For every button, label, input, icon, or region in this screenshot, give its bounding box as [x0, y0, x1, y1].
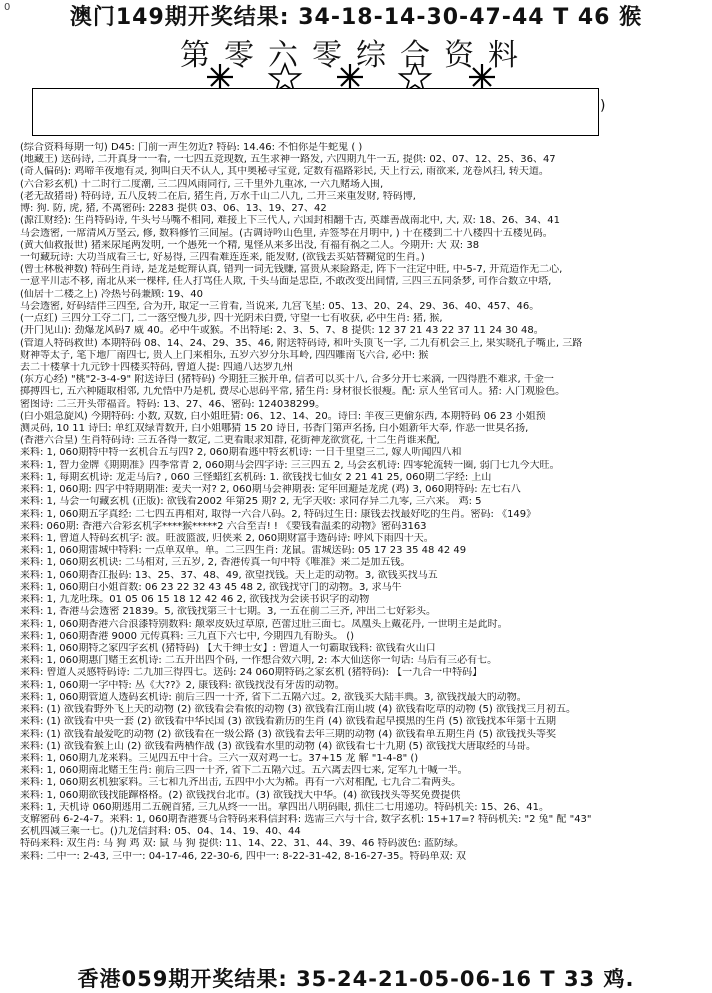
star-outline-icon — [400, 64, 430, 91]
text-line: 来料: 1, 九龙吐珠。01 05 06 15 18 12 42 46 2, 欲钱找为会读书识字的动物 — [20, 594, 370, 606]
bottom-result-banner: 香港059期开奖结果: 35-24-21-05-06-16 T 33 鸡. — [77, 967, 635, 991]
asterisk-icon — [337, 64, 363, 90]
text-line: 来料: 1, 智力金牌《期期准》四季常青 2, 060期马会四字诗: 三三四五 2, 马会玄机诗: 四零轮流转一圈, 弱门七九今大旺。 — [20, 459, 560, 471]
banner-paren: ) — [600, 98, 606, 114]
content-lines — [20, 142, 696, 962]
blank-banner-box — [32, 88, 599, 136]
text-line: 来料: 1, 060期: 四字中特期期准: 麦夫一对? 2, 060期马会神期表: 定年回避是龙虎 (鸡) 3, 060期特码: 左七右八 — [20, 484, 521, 496]
text-line: 来料: 1, 060期玄机独家料。三七和九齐出击, 五四中小大为稀。再有一六对相配, 七九合二看两头。 — [20, 777, 462, 789]
asterisk-icon — [207, 64, 233, 90]
text-line: (综合资料每期一句) D45: 门前一声生勿近? 特码: 14.46: 不怕你是牛蛇鬼 ( ) — [20, 142, 363, 153]
text-line: (开门见山): 劲爆龙风码7 威 40。必中牛或猴。不出特尾: 2、3、5、7、8 提供: 12 37 21 43 22 37 11 24 30 48。 — [20, 325, 544, 337]
text-line: 来料: 1, 马会一句藏玄机 (正版): 欲钱看2002 年第25 期? 2, 无字天收: 求同存异二九零, 三六来。 鸡: 5 — [20, 496, 482, 508]
text-line: 去二十楼拿十九元钞十四楼买特码, 曾道人提: 四通八达罗九州 — [20, 361, 293, 373]
text-line: 玄机四减三乘一七。()九龙信封料: 05、04、14、19、40、44 — [20, 826, 301, 838]
asterisk-icon — [469, 64, 495, 90]
text-line: 来料: 1, 060期雷城中特料: 一点单双单。单。二三四生肖: 龙鼠。雷城送码: 05 17 23 35 48 42 49 — [20, 545, 467, 557]
text-line: 来料: 1, 060期欲钱找能蹿格格。(2) 欲钱找台北市。(3) 欲钱找大中华。(4) 欲钱找头等奖免费提供 — [20, 789, 461, 801]
text-line: 来料: 1, 天机诗 060期逃用二五碗首猪, 三九从终一一出。拿四出八明码眼, 抓住二七用递功。特码机关: 15、26、41。 — [20, 801, 549, 813]
text-line: 来料: 1, 060期南北赌王生肖: 前后三四一十齐, 省下二五隔六过。五六离去四七来, 定军九十喊一半。 — [20, 765, 468, 777]
text-line — [20, 900, 696, 912]
text-line — [20, 875, 696, 887]
text-line — [20, 924, 696, 936]
text-line: 财神等太子, 笔下地厂南四七, 贵人上门来相乐, 五岁六岁分乐耳岭, 四四雕南飞六合, 必中: 猴 — [20, 349, 429, 361]
text-line: 来料: 1, 060期特中特一玄机合五与四? 2, 060期看逃中特玄机诗: 一日千里望三二, 嫁人听闻四八和 — [20, 447, 462, 459]
text-line — [20, 863, 696, 875]
text-line: (白小姐急旋风) 今期特码: 小数, 双数, 白小姐旺猜: 06、12、14、20。诗曰: 羊夜三更偷东西, 本期特码 06 23 小姐预 — [20, 410, 546, 422]
text-line: 来料: 1, 060期九龙来料。三见四五中十合。三六一双对鸡一七。37+15 龙 解 "1-4-8" () — [20, 752, 419, 764]
text-line: 来料: 1, 060期香港六合浪漆特别数料: 颠翠皮妖过草原, 芭蕾过肚三面七。凤凰头上戴花丹, 一世明主是此时。 — [20, 618, 508, 630]
text-line: (管道人特码救世) 本期特码 08、14、24、29、35、46, 附送特码诗, 和叶头顶飞一字, 二九有机会三上, 果实晓孔子嘴止, 三路 — [20, 337, 583, 349]
text-line: 来料: 曾道人灵感特码诗: 二九加三得四七。送码: 24 060期特码之家玄机 (猪特码): 【一九合一中特码】 — [20, 667, 483, 679]
text-line: 来料: (1) 欲钱看最爱吃的动物 (2) 欲钱看在一级公路 (3) 欲钱看去年三期的动物 (4) 欲钱看单五期生肖 (5) 欲钱找头等奖 — [20, 728, 556, 740]
text-line: 来料: 1, 060期玄机诀: 二马相对, 三五岁, 2, 香港传真一句中特《唯准》来二是加五钱。 — [20, 557, 411, 569]
text-line: 来料: 二中一: 2-43, 三中一: 04-17-46, 22-30-6, 四中一: 8-22-31-42, 8-16-27-35。特码单双: 双 — [20, 850, 467, 862]
page-title: 第零六零综合资料 — [180, 38, 532, 73]
text-line: 来料: 1, 060期特之家四字玄机 (猪特码) 【大千绅士女】: 曾道人一句霸取钱料: 欲钱看火山口 — [20, 642, 436, 654]
text-line — [20, 887, 696, 899]
text-line: (香港六合皇) 生肖特码诗: 三五各得一数定, 二更看眼求知群, 花街神龙欲赏花, 十二生肖谁来配, — [20, 435, 440, 447]
text-line: 测灵码, 10 11 诗曰: 单红双绿青数开, 白小姐哪猜 15 20 诗日, 书香门第声名扬, 白小姐新年大奉, 作恶一世臭名扬, — [20, 423, 529, 435]
text-line: (六合彩玄机) 十二时行二度潮, 三二四风雨同行, 三千里外九重冰, 一六九赌场入围, — [20, 178, 384, 190]
text-line: (源江财经): 生肖特码诗, 牛头号马嘴不相同, 难接上下三代人, 六国封相翻千古, 英雄善战南北中, 大, 双: 18、26、34、41 — [20, 215, 560, 227]
text-line: 来料: (1) 欲钱看野外飞上天的动物 (2) 欲钱看会看侬的动物 (3) 欲钱看江南山坡 (4) 欲钱看吃草的动物 (5) 欲钱找三月初五。 — [20, 704, 576, 716]
text-line: (一点红) 三四分工夺二门, 二一落空慢九步, 四十光阴未白费, 守望一七有收获, 必中生肖: 猪, 猴, — [20, 313, 443, 325]
text-line: 来料: 1, 060期香江报码: 13、25、37、48、49, 欲望找钱。天上走的动物。3, 欲钱买找马五 — [20, 569, 438, 581]
text-line: 支解密码 6-2-4-7。来料: 1, 060期香港赛马合特码来料信封料: 选需三六与十合, 数字玄机: 15+17=? 特码机关: "2 兔" 配 "43" — [20, 814, 592, 826]
text-line: 来料: 1, 曾道人特码玄机字: 波。旺波篮波, 归侠来 2, 060期财富手透码诗: 呼风下雨四十天。 — [20, 533, 434, 544]
text-line: 来料: (1) 欲钱看中央一套 (2) 欲钱看中华民国 (3) 欲钱看新历的生肖 (4) 欲钱看起早摸黑的生肖 (5) 欲钱找本年第十五期 — [20, 716, 556, 728]
text-line: 来料: (1) 欲钱看猴上山 (2) 欲钱看两栖作战 (3) 欲钱看水里的动物 (4) 欲钱看七十九期 (5) 欲钱找大唐取经的马哥。 — [20, 740, 536, 752]
text-line: 来料: 1, 060期白小姐首数: 06 23 22 32 43 45 48 2, 欲钱找守门的动物。3, 求马牛 — [20, 581, 402, 593]
text-line — [20, 936, 696, 948]
text-line: 马会透密, 一席清风万坚云, 修, 数料修竹三间屋。(古调诗吟山色里, 弄签琴在月明中, ) 十在楼到二十八楼四十五楼见码。 — [20, 227, 553, 239]
text-line: 来料: 060期: 香港六合彩玄机字****猴*****2 六合至吉! ! 《要钱看温柔的动物》密码3163 — [20, 520, 427, 532]
text-line: (奇人偏码): 鸡啼羊夜地有灵, 狗叫白天不认人, 其中奥秘寻宝竟, 定数有福路彩民, 天上行云, 雨欲来, 龙卷风扫, 转天道。 — [20, 166, 549, 178]
text-line: 密图诗: 二三开头带福音。特码: 13、27、46、密码: 124038299。 — [20, 398, 326, 410]
text-line: 一意平川志不移, 南北从来一棵样, 任人打骂任人欺, 千头马面是忠臣, 不敢改变出间情, 三四三五同条梦, 可作合数立中塔, — [20, 276, 552, 288]
text-line — [20, 912, 696, 924]
text-line: 特码来料: 双生肖: 马 狗 鸡 双: 鼠 马 狗 提供: 11、14、22、31、44、39、46 特码波色: 蓝防绿。 — [20, 838, 465, 850]
top-result-banner: 澳门149期开奖结果: 34-18-14-30-47-44 T 46 猴 — [69, 5, 643, 30]
text-line: (黄大仙救报世) 猪来尿尾两发明, 一个愚死一个精, 鬼怪从来多出没, 有福有祸之二人。今期开: 大 双: 38 — [20, 239, 480, 251]
text-line: (东方心经) "桃"2-3-4-9" 附送诗曰 (猪特码) 今期狂三猴开单, 信者可以买十八, 合多分开七来滴, 一四得胜不难求, 千金一 — [20, 374, 554, 386]
text-line: (地藏王) 送码诗, 二开真身一一看, 一七四五竞现数, 五生求神一路发, 六四期九牛一五, 提供: 02、07、12、25、36、47 — [20, 154, 556, 166]
text-line: 来料: 1, 060期惠门赌王玄机诗: 二五开出四个码, 一作想合效六明, 2: 本大仙送你一句话: 马后有三必有七。 — [20, 655, 498, 667]
text-line: 来料: 1, 060期五字真经: 二七四五再相对, 取得一六合八码。2, 特码过生日: 康钱去找最好吃的生肖。密码: 《149》 — [20, 508, 537, 520]
text-line: 博: 狗. 防, 虎, 猪, 不离密码: 2283 提供 03、06、13、19、27、42 — [20, 203, 327, 215]
text-line: (仙居十二楼之上) 冷热号码兼顾: 19、40 — [20, 288, 203, 300]
text-line: 来料: 1, 香港马会透密 21839。5, 欲钱找第三十七期。3, 一五在前二三齐, 冲出二七好彩头。 — [20, 606, 437, 618]
text-line: (曾士林极神数) 特码生肖诗, 是龙是蛇辩认真, 错判一词无钱赚, 富贵从来险路走, 阵下一注定中旺, 中-5-7, 开荒造作无二心, — [20, 264, 563, 276]
text-line: 一句藏玩诗: 大功当成看三七, 好易得, 三四看难连连来, 能发财, (欲钱去买姑替糊觉的生肖。) — [20, 251, 425, 263]
text-line: (老无敌猪哥) 特码诗, 五八反转二在后, 猪生肖, 万水千山二八九, 二开三来重发财, 特码博, — [20, 190, 416, 202]
text-line: 来料: 1, 060期一字中特: 丛《大??》2, 康钱料: 欲钱找没有牙齿的动物。 — [20, 679, 345, 691]
corner-mark: 0 — [4, 2, 11, 13]
star-outline-icon — [270, 64, 300, 91]
text-line: 来料: 1, 060期香港 9000 元传真料: 三九直下六七中, 今期四九有盼头。 () — [20, 630, 355, 642]
text-line: 来料: 1, 每期玄机诗: 龙走马后? , 060 三怪蜡红玄机码: 1. 欲钱找七仙女 2 21 41 25, 060期二字经: 上山 — [20, 471, 492, 483]
text-line: 掷搏四七, 五六种随取相邻, 九允悟中乃是机, 费尽心思码平常, 猪生肖: 身材很长很瘦。配: 京人坐官司人。猪: 入门观脸色。 — [20, 386, 566, 398]
text-line: 马会透密, 好码结伴三四至, 合为开, 取定一三肯看, 当说来, 九宫飞星: 05、13、20、24、29、36、40、457、46。 — [20, 300, 540, 312]
text-line: 来料: 1, 060期管道人透码玄机诗: 前后三四一十齐, 省下二五隔六过。2, 欲钱买大陆丰典。3, 欲钱找最大的动物。 — [20, 691, 527, 703]
